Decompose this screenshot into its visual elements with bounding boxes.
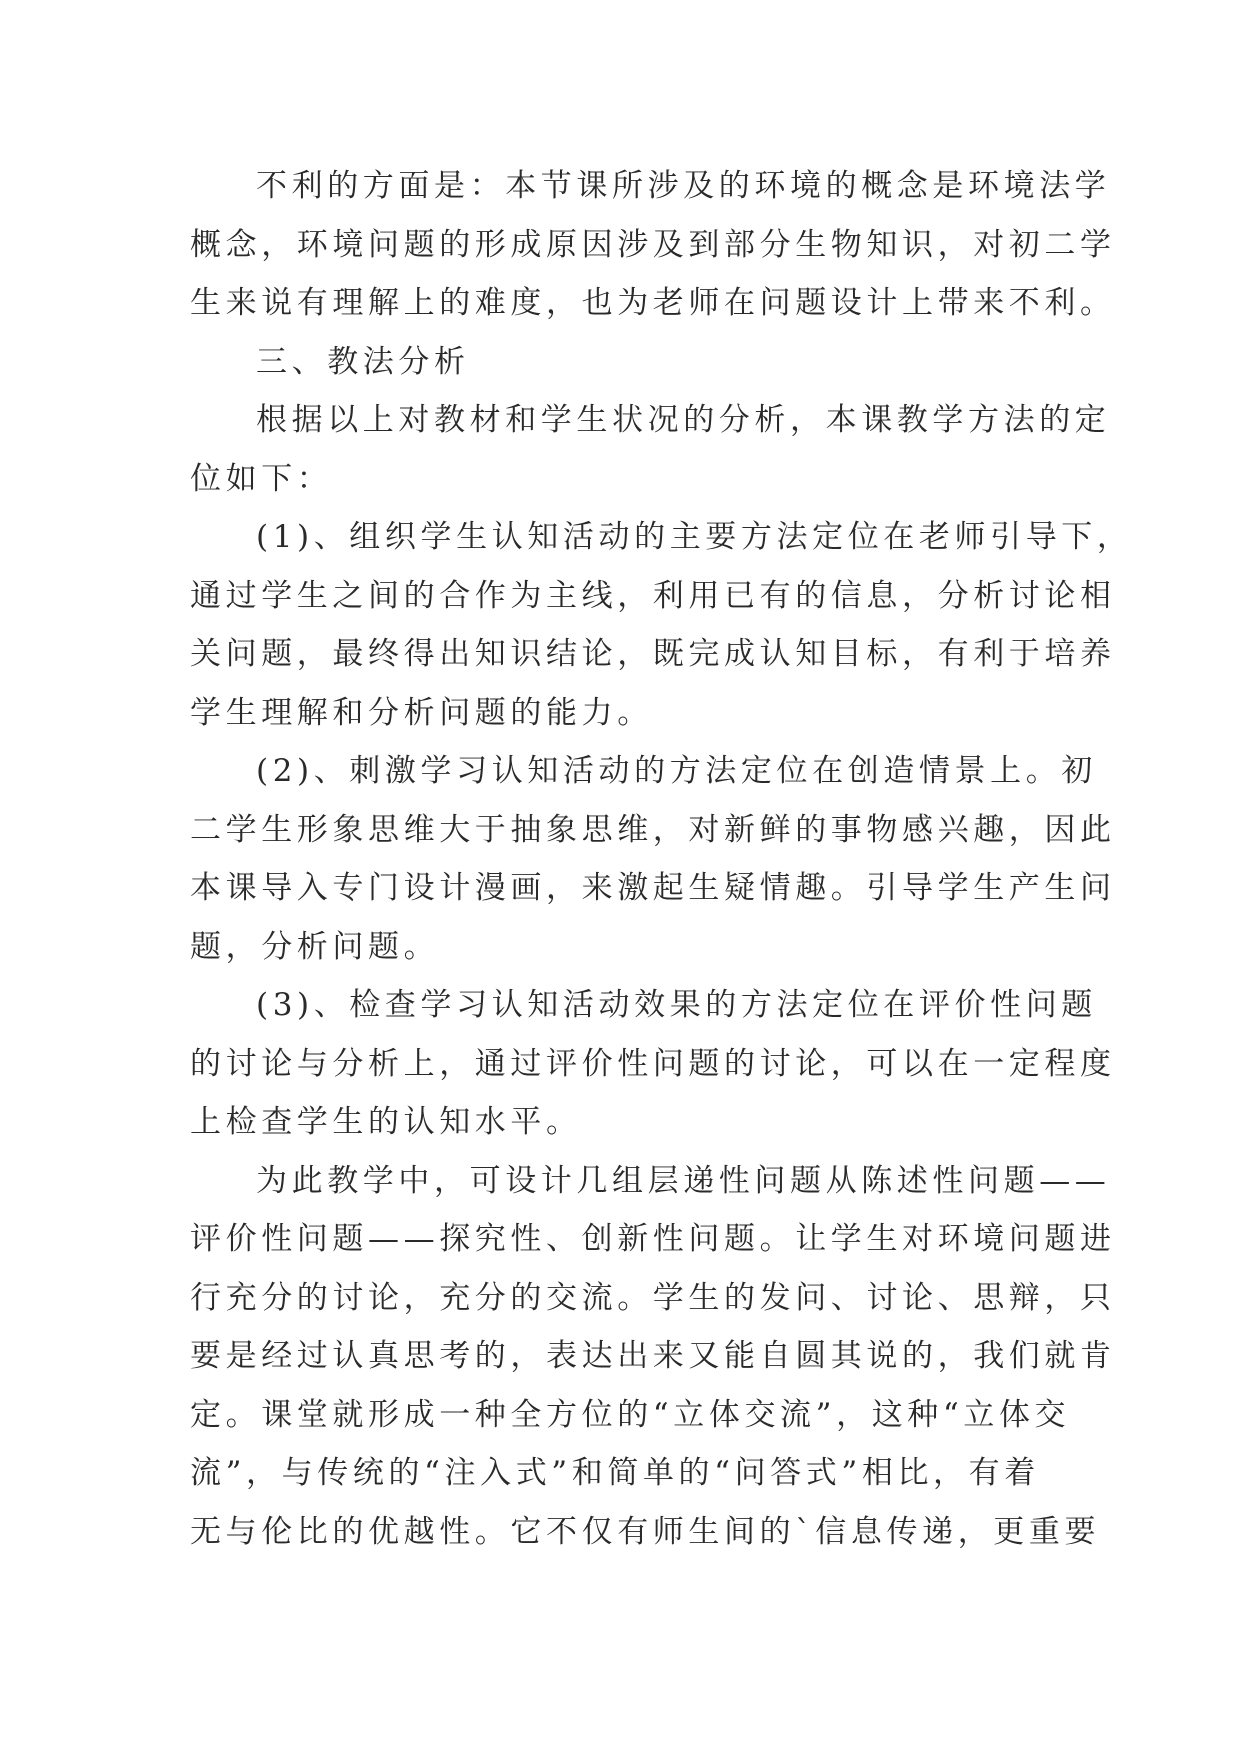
text-line: 关问题，最终得出知识结论，既完成认知目标，有利于培养 [190, 636, 1116, 672]
text-line: 不利的方面是：本节课所涉及的环境的概念是环境法学 [256, 168, 1111, 204]
text-line: 题，分析问题。 [190, 928, 440, 965]
text-line: 生来说有理解上的难度，也为老师在问题设计上带来不利。 [190, 285, 1116, 321]
text-line: 上检查学生的认知水平。 [190, 1104, 582, 1140]
text-line: 流”，与传统的“注入式”和简单的“问答式”相比，有着 [190, 1455, 1040, 1491]
text-line: 定。课堂就形成一种全方位的“立体交流”，这种“立体交 [190, 1396, 1071, 1433]
body-text [190, 157, 1133, 1561]
text-line: 评价性问题——探究性、创新性问题。让学生对环境问题进 [190, 1221, 1116, 1257]
text-line: 为此教学中，可设计几组层递性问题从陈述性问题—— [256, 1162, 1111, 1199]
text-line: 的讨论与分析上，通过评价性问题的讨论，可以在一定程度 [190, 1045, 1116, 1082]
text-line: 行充分的讨论，充分的交流。学生的发问、讨论、思辩，只 [190, 1279, 1116, 1316]
text-line: (3)、检查学习认知活动效果的方法定位在评价性问题 [256, 987, 1097, 1023]
text-line: 位如下： [190, 460, 333, 497]
text-line: 要是经过认真思考的，表达出来又能自圆其说的，我们就肯 [190, 1338, 1116, 1374]
text-line: (1)、组织学生认知活动的主要方法定位在老师引导下， [256, 519, 1133, 555]
text-line: 根据以上对教材和学生状况的分析，本课教学方法的定 [256, 402, 1111, 438]
text-line: 学生理解和分析问题的能力。 [190, 694, 653, 731]
text-line: 通过学生之间的合作为主线，利用已有的信息，分析讨论相 [190, 577, 1116, 614]
section-heading: 三、教法分析 [256, 343, 470, 380]
text-line: 无与伦比的优越性。它不仅有师生间的`信息传递，更重要 [190, 1513, 1101, 1550]
text-line: (2)、刺激学习认知活动的方法定位在创造情景上。初 [256, 753, 1097, 789]
text-line: 本课导入专门设计漫画，来激起生疑情趣。引导学生产生问 [190, 870, 1116, 906]
text-line: 二学生形象思维大于抽象思维，对新鲜的事物感兴趣，因此 [190, 811, 1116, 848]
text-line: 概念，环境问题的形成原因涉及到部分生物知识，对初二学 [190, 226, 1116, 263]
